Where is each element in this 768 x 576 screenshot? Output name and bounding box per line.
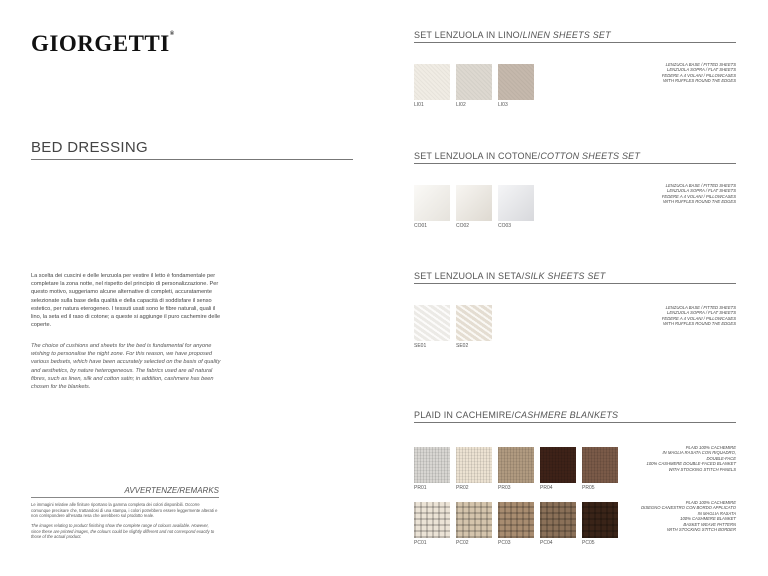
swatch[interactable] (414, 185, 450, 229)
swatch-code: SE02 (456, 343, 469, 349)
swatch-image (456, 502, 492, 538)
swatch-code: PC04 (540, 540, 553, 546)
swatch-image (414, 64, 450, 100)
swatch-image (498, 185, 534, 221)
section-description: PLAID 100% CACHEMIRE IN MAGLIA RASATA CON RIQUADRO, DOUBLE-FACE 100% CASHMERE DOUBLE-FACED BLANKET WITH STOCKING STITCH PANELS (646, 445, 736, 472)
section-description: LENZUOLA BASE / FITTED SHEETS LENZUOLA SOPRA / FLAT SHEETS FEDERE A 4 VOLANI / PILLOWCASES WITH RUFFLES ROUND THE EDGES (661, 62, 736, 84)
intro-english: The choice of cushions and sheets for the bed is fundamental for anyone wishing to personalise the night zone. For this reason, we have proposed various bedsets, which have been accurately selected on the basis of quality and aesthetics, by nature heterogeneous. The fabrics used are all natural fibres, such as linen, silk and cotton satin; in addition, cashmere has been chosen for the blankets. (31, 343, 221, 391)
swatch-code: PR02 (456, 485, 469, 491)
section-title: SET LENZUOLA IN LINO/LINEN SHEETS SET (414, 30, 736, 43)
swatch[interactable] (414, 447, 450, 491)
swatch-code: PC05 (582, 540, 595, 546)
swatch-image (540, 502, 576, 538)
swatch-code: PR03 (498, 485, 511, 491)
swatch[interactable] (582, 447, 618, 491)
section-title: PLAID IN CACHEMIRE/CASHMERE BLANKETS (414, 410, 736, 423)
swatch[interactable] (582, 502, 618, 546)
remarks-title: AVVERTENZE/REMARKS (31, 486, 219, 498)
swatch[interactable] (456, 502, 492, 546)
swatch-code: CO01 (414, 223, 428, 229)
brand-registered-mark: ® (169, 31, 175, 37)
remarks-italian: Le immagini relative alle finiture riportano la gamma completa dei colori disponibili. Occorre comunque precisare che, trattandosi di una stampa, i colori potrebbero essere leggermente alterati e non corrispondere all'esatta resa che avrebbero sul prodotto reale. (31, 502, 218, 519)
section-linen (414, 30, 736, 110)
swatch-list-basket (414, 502, 618, 546)
swatch-image (498, 447, 534, 483)
swatch[interactable] (456, 185, 492, 229)
swatch-code: LI02 (456, 102, 466, 108)
swatch-code: PR01 (414, 485, 427, 491)
swatch[interactable] (456, 447, 492, 491)
swatch-image (498, 502, 534, 538)
swatch-image (582, 502, 618, 538)
brand-logo (31, 31, 175, 57)
intro-italian: La scelta dei cuscini e delle lenzuola per vestire il letto è fondamentale per completare la zona notte, nel rispetto del principio di personalizzazione. Per questo motivo, suggeriamo alcune alternative di completi, accuratamente selezionate sulla base della qualità e della capacità di soddisfare il senso estetico, per natura eterogeneo. I tessuti usati sono le fibre naturali, quali il lino, la seta ed il raso di cotone; a queste si aggiunge il puro cachemire delle coperte. (31, 273, 221, 329)
swatch-list (414, 185, 534, 229)
swatch-code: LI01 (414, 102, 424, 108)
swatch-image (540, 447, 576, 483)
swatch-list-plain (414, 447, 618, 491)
swatch-image (456, 305, 492, 341)
swatch-image (414, 502, 450, 538)
section-title: SET LENZUOLA IN SETA/SILK SHEETS SET (414, 271, 736, 284)
section-cashmere (414, 410, 736, 560)
swatch-code: PR05 (582, 485, 595, 491)
swatch-image (414, 305, 450, 341)
section-description-basket: PLAID 100% CACHEMIRE DISEGNO CANESTRO CON BORDO APPLICATO IN MAGLIA RASATA 100% CASHMERE BLANKET BASKET WEAVE PATTERN WITH STOCKING STITCH BORDER (641, 500, 736, 533)
swatch[interactable] (414, 502, 450, 546)
swatch[interactable] (414, 305, 450, 349)
swatch[interactable] (498, 502, 534, 546)
swatch-image (414, 185, 450, 221)
page-title: BED DRESSING (31, 139, 353, 160)
swatch-image (414, 447, 450, 483)
swatch[interactable] (540, 502, 576, 546)
section-description: LENZUOLA BASE / FITTED SHEETS LENZUOLA SOPRA / FLAT SHEETS FEDERE A 4 VOLANI / PILLOWCASES WITH RUFFLES ROUND THE EDGES (661, 183, 736, 205)
swatch[interactable] (540, 447, 576, 491)
swatch[interactable] (456, 305, 492, 349)
swatch-code: PC03 (498, 540, 511, 546)
swatch-list (414, 305, 492, 349)
swatch-list (414, 64, 534, 108)
swatch[interactable] (498, 64, 534, 108)
swatch-code: PR04 (540, 485, 553, 491)
swatch-image (456, 64, 492, 100)
remarks-english: The images relating to product finishing show the complete range of colours available. However, since these are printed images, the colours could be slightly different and not correspond exactly to those of the actual product. (31, 523, 215, 540)
section-silk (414, 271, 736, 351)
swatch-image (456, 185, 492, 221)
section-title: SET LENZUOLA IN COTONE/COTTON SHEETS SET (414, 151, 736, 164)
swatch-image (582, 447, 618, 483)
swatch[interactable] (498, 185, 534, 229)
swatch-code: SE01 (414, 343, 427, 349)
swatch-code: PC02 (456, 540, 469, 546)
swatch-code: PC01 (414, 540, 427, 546)
swatch[interactable] (498, 447, 534, 491)
swatch-image (456, 447, 492, 483)
section-description: LENZUOLA BASE / FITTED SHEETS LENZUOLA SOPRA / FLAT SHEETS FEDERE A 4 VOLANI / PILLOWCASES WITH RUFFLES ROUND THE EDGES (661, 305, 736, 327)
swatch-code: LI03 (498, 102, 508, 108)
swatch-code: CO02 (456, 223, 470, 229)
swatch-image (498, 64, 534, 100)
section-cotton (414, 151, 736, 231)
swatch[interactable] (414, 64, 450, 108)
swatch-code: CO03 (498, 223, 512, 229)
brand-name: GIORGETTI (31, 31, 170, 56)
swatch[interactable] (456, 64, 492, 108)
